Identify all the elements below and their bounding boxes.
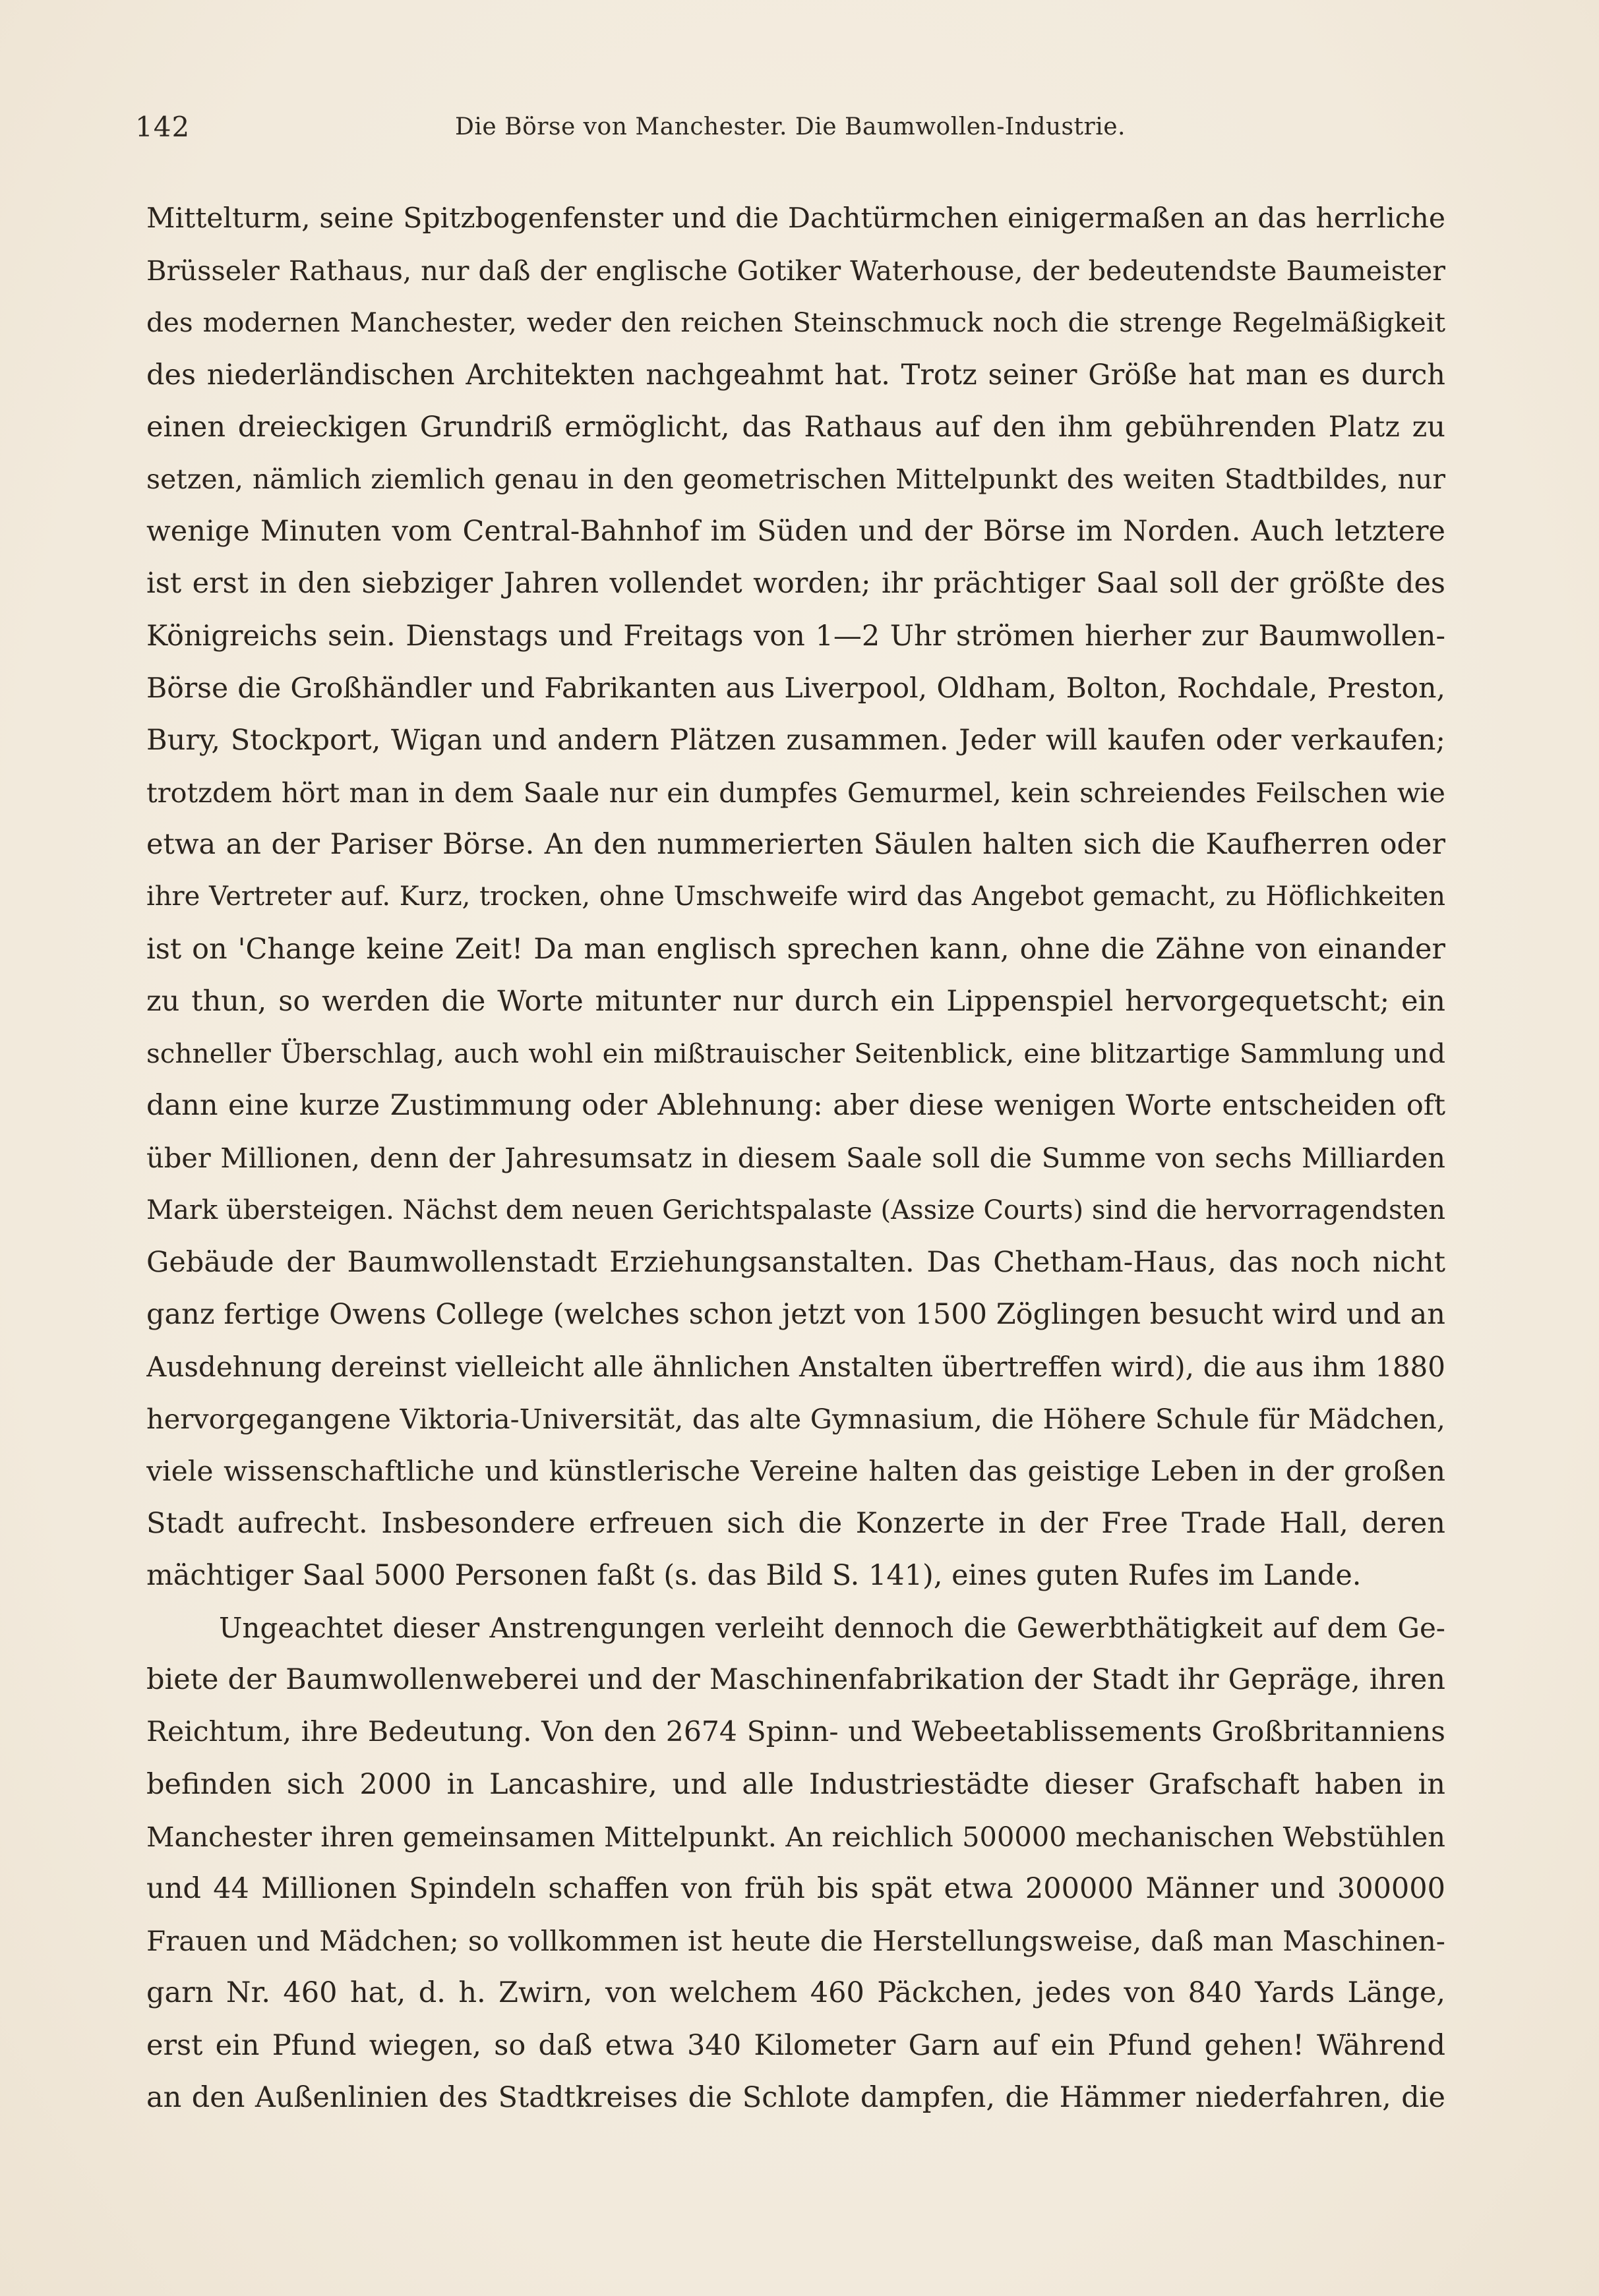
text-line: etwa an der Pariser Börse. An den nummerierten Säulen halten sich die Kaufherren oder bbox=[146, 828, 1445, 862]
text-line: über Millionen, denn der Jahresumsatz in diesem Saale soll die Summe von sechs Milliarden bbox=[146, 1142, 1445, 1175]
text-line: garn Nr. 460 hat, d. h. Zwirn, von welchem 460 Päckchen, jedes von 840 Yards Länge, bbox=[146, 1976, 1445, 2010]
text-line: Brüsseler Rathaus, nur daß der englische Gotiker Waterhouse, der bedeutendste Baumeister bbox=[146, 254, 1445, 287]
text-line: biete der Baumwollenweberei und der Maschinenfabrikation der Stadt ihr Gepräge, ihren bbox=[146, 1663, 1445, 1697]
text-line: wenige Minuten vom Central-Bahnhof im Süden und der Börse im Norden. Auch letztere bbox=[146, 515, 1445, 548]
text-line: befinden sich 2000 in Lancashire, und alle Industriestädte dieser Grafschaft haben in bbox=[146, 1767, 1445, 1801]
paragraph-1 bbox=[146, 192, 1445, 1602]
text-line: erst ein Pfund wiegen, so daß etwa 340 Kilometer Garn auf ein Pfund gehen! Während bbox=[146, 2028, 1445, 2062]
text-line: ganz fertige Owens College (welches schon jetzt von 1500 Zöglingen besucht wird und an bbox=[146, 1297, 1445, 1331]
running-head bbox=[0, 111, 1599, 150]
text-line: hervorgegangene Viktoria-Universität, das alte Gymnasium, die Höhere Schule für Mädchen, bbox=[146, 1403, 1445, 1436]
text-line: schneller Überschlag, auch wohl ein mißtrauischer Seitenblick, eine blitzartige Sammlung und bbox=[146, 1038, 1445, 1069]
body-text bbox=[146, 192, 1445, 2124]
text-line: Ausdehnung dereinst vielleicht alle ähnlichen Anstalten übertreffen wird), die aus ihm 1880 bbox=[146, 1351, 1445, 1384]
text-line: setzen, nämlich ziemlich genau in den geometrischen Mittelpunkt des weiten Stadtbildes, nur bbox=[146, 463, 1445, 495]
text-line: Mark übersteigen. Nächst dem neuen Gerichtspalaste (Assize Courts) sind die hervorragendsten bbox=[146, 1194, 1445, 1225]
text-line: und 44 Millionen Spindeln schaffen von früh bis spät etwa 200000 Männer und 300000 bbox=[146, 1872, 1445, 1905]
text-line: Mittelturm, seine Spitzbogenfenster und die Dachtürmchen einigermaßen an das herrliche bbox=[146, 202, 1445, 235]
text-line: Frauen und Mädchen; so vollkommen ist heute die Herstellungsweise, daß man Maschinen- bbox=[146, 1925, 1445, 1958]
paragraph-2 bbox=[146, 1602, 1445, 2124]
text-line: ihre Vertreter auf. Kurz, trocken, ohne Umschweife wird das Angebot gemacht, zu Höflichkeiten bbox=[146, 881, 1445, 912]
text-line: Reichtum, ihre Bedeutung. Von den 2674 Spinn- und Webeetablissements Großbritanniens bbox=[146, 1716, 1445, 1749]
text-line: viele wissenschaftliche und künstlerische Vereine halten das geistige Leben in der großen bbox=[146, 1455, 1445, 1488]
text-line: dann eine kurze Zustimmung oder Ablehnung: aber diese wenigen Worte entscheiden oft bbox=[146, 1089, 1445, 1123]
text-line: Manchester ihren gemeinsamen Mittelpunkt. An reichlich 500000 mechanischen Webstühlen bbox=[146, 1820, 1445, 1853]
text-line: trotzdem hört man in dem Saale nur ein dumpfes Gemurmel, kein schreiendes Feilschen wie bbox=[146, 777, 1445, 809]
text-line: Ungeachtet dieser Anstrengungen verleiht dennoch die Gewerbthätigkeit auf dem Ge- bbox=[219, 1612, 1445, 1645]
text-line: Gebäude der Baumwollenstadt Erziehungsanstalten. Das Chetham-Haus, das noch nicht bbox=[146, 1245, 1445, 1279]
text-line: des niederländischen Architekten nachgeahmt hat. Trotz seiner Größe hat man es durch bbox=[146, 358, 1445, 392]
text-line: Börse die Großhändler und Fabrikanten aus Liverpool, Oldham, Bolton, Rochdale, Preston, bbox=[146, 672, 1445, 705]
page-number: 142 bbox=[135, 111, 191, 143]
text-line: zu thun, so werden die Worte mitunter nur durch ein Lippenspiel hervorgequetscht; ein bbox=[146, 984, 1445, 1018]
text-line: mächtiger Saal 5000 Personen faßt (s. das Bild S. 141), eines guten Rufes im Lande. bbox=[146, 1558, 1362, 1592]
text-line: ist erst in den siebziger Jahren vollendet worden; ihr prächtiger Saal soll der größte des bbox=[146, 567, 1445, 601]
text-line: Bury, Stockport, Wigan und andern Plätzen zusammen. Jeder will kaufen oder verkaufen; bbox=[146, 723, 1445, 757]
text-line: an den Außenlinien des Stadtkreises die Schlote dampfen, die Hämmer niederfahren, die bbox=[146, 2080, 1445, 2114]
text-line: ist on 'Change keine Zeit! Da man englisch sprechen kann, ohne die Zähne von einander bbox=[146, 932, 1445, 966]
text-line: Stadt aufrecht. Insbesondere erfreuen sich die Konzerte in der Free Trade Hall, deren bbox=[146, 1506, 1445, 1540]
running-title: Die Börse von Manchester. Die Baumwollen-Industrie. bbox=[455, 113, 1126, 140]
text-line: Königreichs sein. Dienstags und Freitags von 1—2 Uhr strömen hierher zur Baumwollen- bbox=[146, 619, 1445, 653]
text-line: des modernen Manchester, weder den reichen Steinschmuck noch die strenge Regelmäßigkeit bbox=[146, 307, 1445, 339]
text-line: einen dreieckigen Grundriß ermöglicht, das Rathaus auf den ihm gebührenden Platz zu bbox=[146, 410, 1445, 444]
